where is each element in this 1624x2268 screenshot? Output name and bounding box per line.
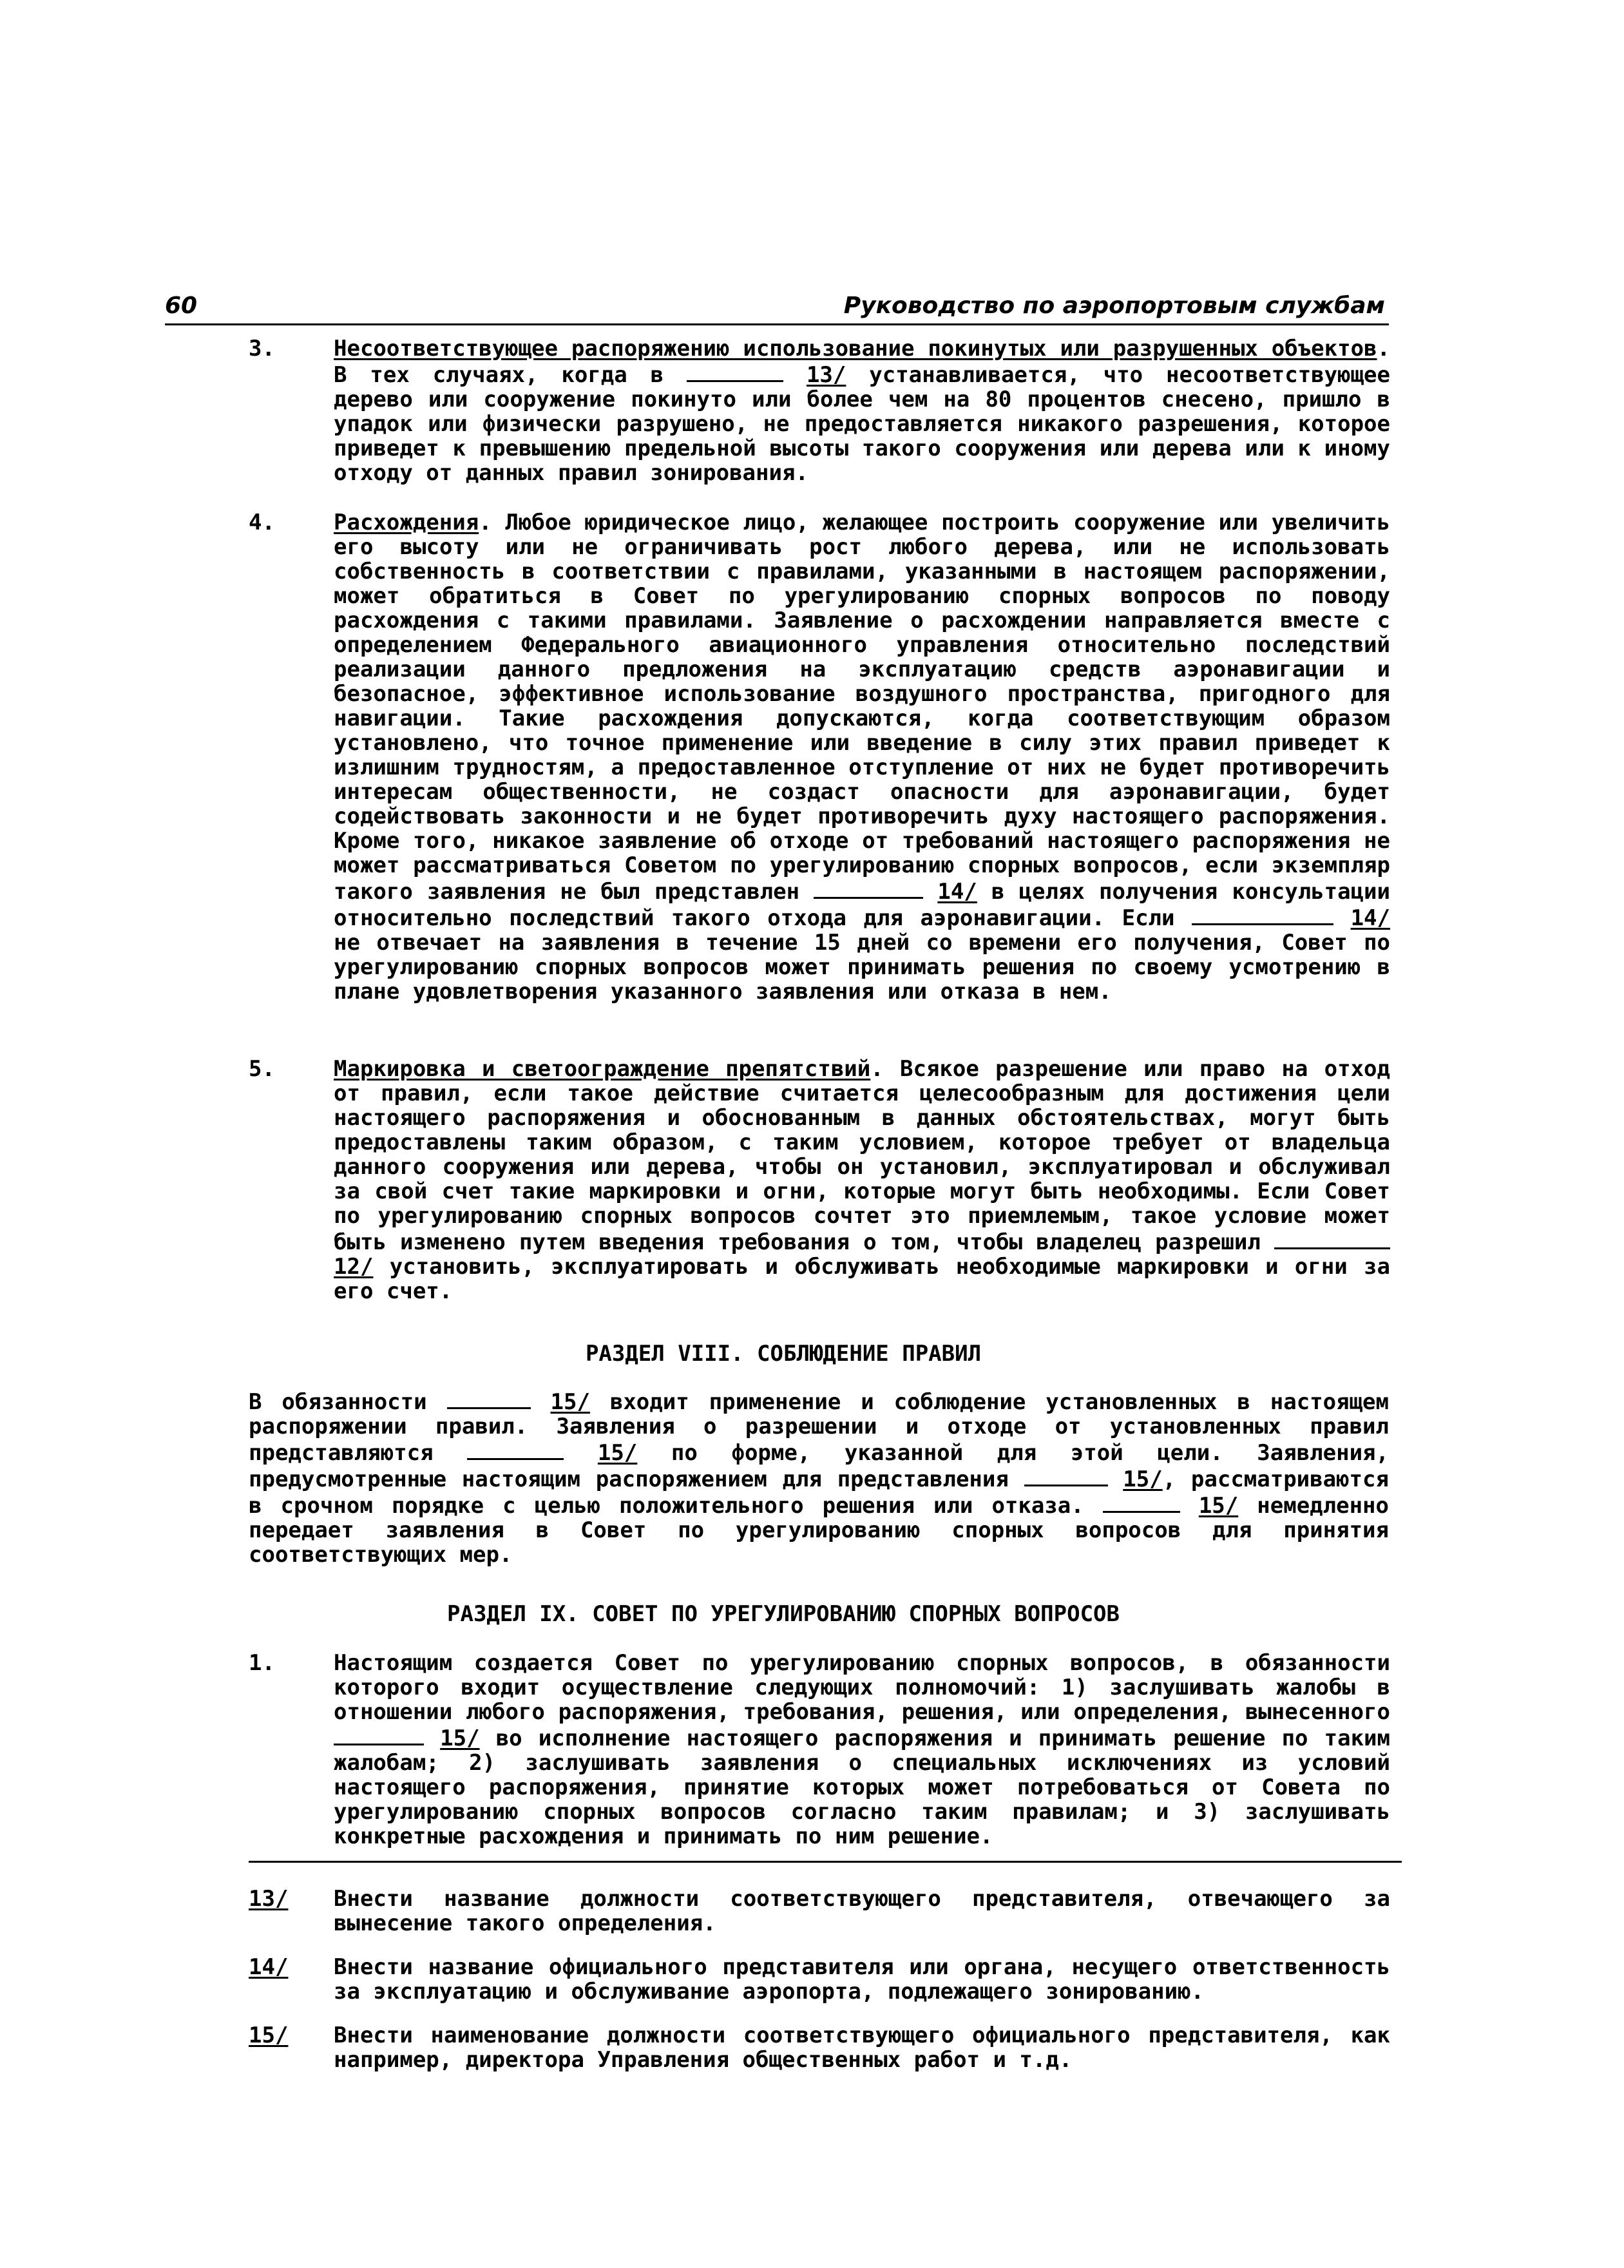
item-body: Настоящим создается Совет по урегулированию спорных вопросов, в обязанности которого входит осуществление следующих полномочий: 1) заслушивать жалобы в отношении любого распоряжения, требования, решения, или определения, вынесенного 15/ во исполнение настоящего распоряжения и принимать решение по таким жалобам; 2) заслушивать заявления о специальных исключениях из условий настоящего распоряжения, принятие которых может потребоваться от Совета по урегулированию спорных вопросов согласно таким правилам; и 3) заслушивать конкретные расхождения и принимать по ним решение.: [334, 1650, 1390, 1849]
footnote-ref: 13/: [806, 362, 846, 388]
footnote-separator: [249, 1861, 1402, 1863]
item-number: 3.: [249, 336, 275, 361]
footnote-ref: 14/: [937, 879, 977, 905]
running-title: Руководство по аэропортовым службам: [843, 293, 1385, 319]
section-8-title: РАЗДЕЛ VIII. СОБЛЮДЕНИЕ ПРАВИЛ: [585, 1341, 982, 1367]
footnote-ref: 15/: [440, 1725, 480, 1751]
footnote-ref: 14/: [1350, 905, 1390, 931]
blank-line: [467, 1439, 564, 1460]
item-body: Расхождения. Любое юридическое лицо, желающее построить сооружение или увеличить его высоту или не ограничивать рост любого дерева, или не использовать собственность в соответствии с правилами, указанными в настоящем распоряжении, может обратиться в Совет по урегулированию спорных вопросов по поводу расхождения с такими правилами. Заявление о расхождении направляется вместе с определением Федерального авиационного управления относительно последствий реализации данного предложения на эксплуатацию средств аэронавигации и безопасное, эффективное использование воздушного пространства, пригодного для навигации. Такие расхождения допускаются, когда соответствующим образом установлено, что точное применение или введение в силу этих правил приведет к излишним трудностям, а предоставленное отступление от них не будет противоречить интересам общественности, не создаст опасности для аэронавигации, будет содействовать законности и не будет противоречить духу настоящего распоряжения. Кроме того, никакое заявление об отходе от требований настоящего распоряжения не может рассматриваться Советом по урегулированию спорных вопросов, если экземпляр такого заявления не был представлен 14/ в целях получения консультации относительно последствий такого отхода для аэронавигации. Если 14/ не отвечает на заявления в течение 15 дней со времени его получения, Совет по урегулированию спорных вопросов может принимать решения по своему усмотрению в плане удовлетворения указанного заявления или отказа в нем.: [334, 510, 1390, 1004]
section-9-title: РАЗДЕЛ IX. СОВЕТ ПО УРЕГУЛИРОВАНИЮ СПОРНЫХ ВОПРОСОВ: [447, 1601, 1120, 1627]
footnote-ref: 15/: [597, 1440, 638, 1466]
blank-line: [814, 878, 923, 899]
blank-line: [1274, 1228, 1390, 1249]
footnote-ref: 15/: [550, 1389, 590, 1415]
blank-line: [334, 1724, 424, 1745]
blank-line: [687, 361, 783, 382]
footnote-mark: 13/: [249, 1886, 289, 1912]
item-body: Несоответствующее распоряжению использование покинутых или разрушенных объектов. В тех случаях, когда в 13/ устанавливается, что несоответствующее дерево или сооружение покинуто или более чем на 80 процентов снесено, пришло в упадок или физически разрушено, не предоставляется никакого разрешения, которое приведет к превышению предельной высоты такого сооружения или дерева или к иному отходу от данных правил зонирования.: [334, 336, 1390, 486]
footnote-ref: 15/: [1198, 1493, 1239, 1519]
footnote-ref: 12/: [334, 1254, 374, 1280]
item-number: 4.: [249, 510, 275, 535]
page-number: 60: [165, 293, 198, 319]
blank-line: [1024, 1465, 1108, 1486]
item-heading: Расхождения: [334, 510, 479, 535]
blank-line: [1192, 904, 1333, 925]
page-header: [165, 293, 1389, 325]
footnote-mark: 15/: [249, 2023, 289, 2048]
footnote-ref: 15/: [1123, 1466, 1163, 1492]
footnote-text: Внести наименование должности соответствующего официального представителя, как например, директора Управления общественных работ и т.д.: [334, 2023, 1390, 2073]
section-8-paragraph: В обязанности 15/ входит применение и соблюдение установленных в настоящем распоряжении правил. Заявления о разрешении и отходе от установленных правил представляются 15/ по форме, указанной для этой цели. Заявления, предусмотренные настоящим распоряжением для представления 15/, рассматриваются в срочном порядке с целью положительного решения или отказа. 15/ немедленно передает заявления в Совет по урегулированию спорных вопросов для принятия соответствующих мер.: [249, 1389, 1389, 1568]
item-number: 1.: [249, 1650, 275, 1676]
blank-line: [1103, 1492, 1180, 1513]
item-body: Маркировка и светоограждение препятствий. Всякое разрешение или право на отход от правил, если такое действие считается целесообразным для достижения цели настоящего распоряжения и обоснованным в данных обстоятельствах, могут быть предоставлены таким образом, с таким условием, которое требует от владельца данного сооружения или дерева, чтобы он установил, эксплуатировал и обслуживал за свой счет такие маркировки и огни, которые могут быть необходимы. Если Совет по урегулированию спорных вопросов сочтет это приемлемым, такое условие может быть изменено путем введения требования о том, чтобы владелец разрешил 12/ установить, эксплуатировать и обслуживать необходимые маркировки и огни за его счет.: [334, 1056, 1390, 1304]
footnote-text: Внести название должности соответствующего представителя, отвечающего за вынесение такого определения.: [334, 1886, 1390, 1936]
footnote-mark: 14/: [249, 1954, 289, 1980]
item-number: 5.: [249, 1056, 275, 1082]
item-heading: Несоответствующее распоряжению использование покинутых или разрушенных объектов: [334, 336, 1377, 361]
blank-line: [447, 1388, 531, 1409]
footnote-text: Внести название официального представителя или органа, несущего ответственность за эксплуатацию и обслуживание аэропорта, подлежащего зонированию.: [334, 1954, 1390, 2004]
item-heading: Маркировка и светоограждение препятствий: [334, 1056, 871, 1082]
